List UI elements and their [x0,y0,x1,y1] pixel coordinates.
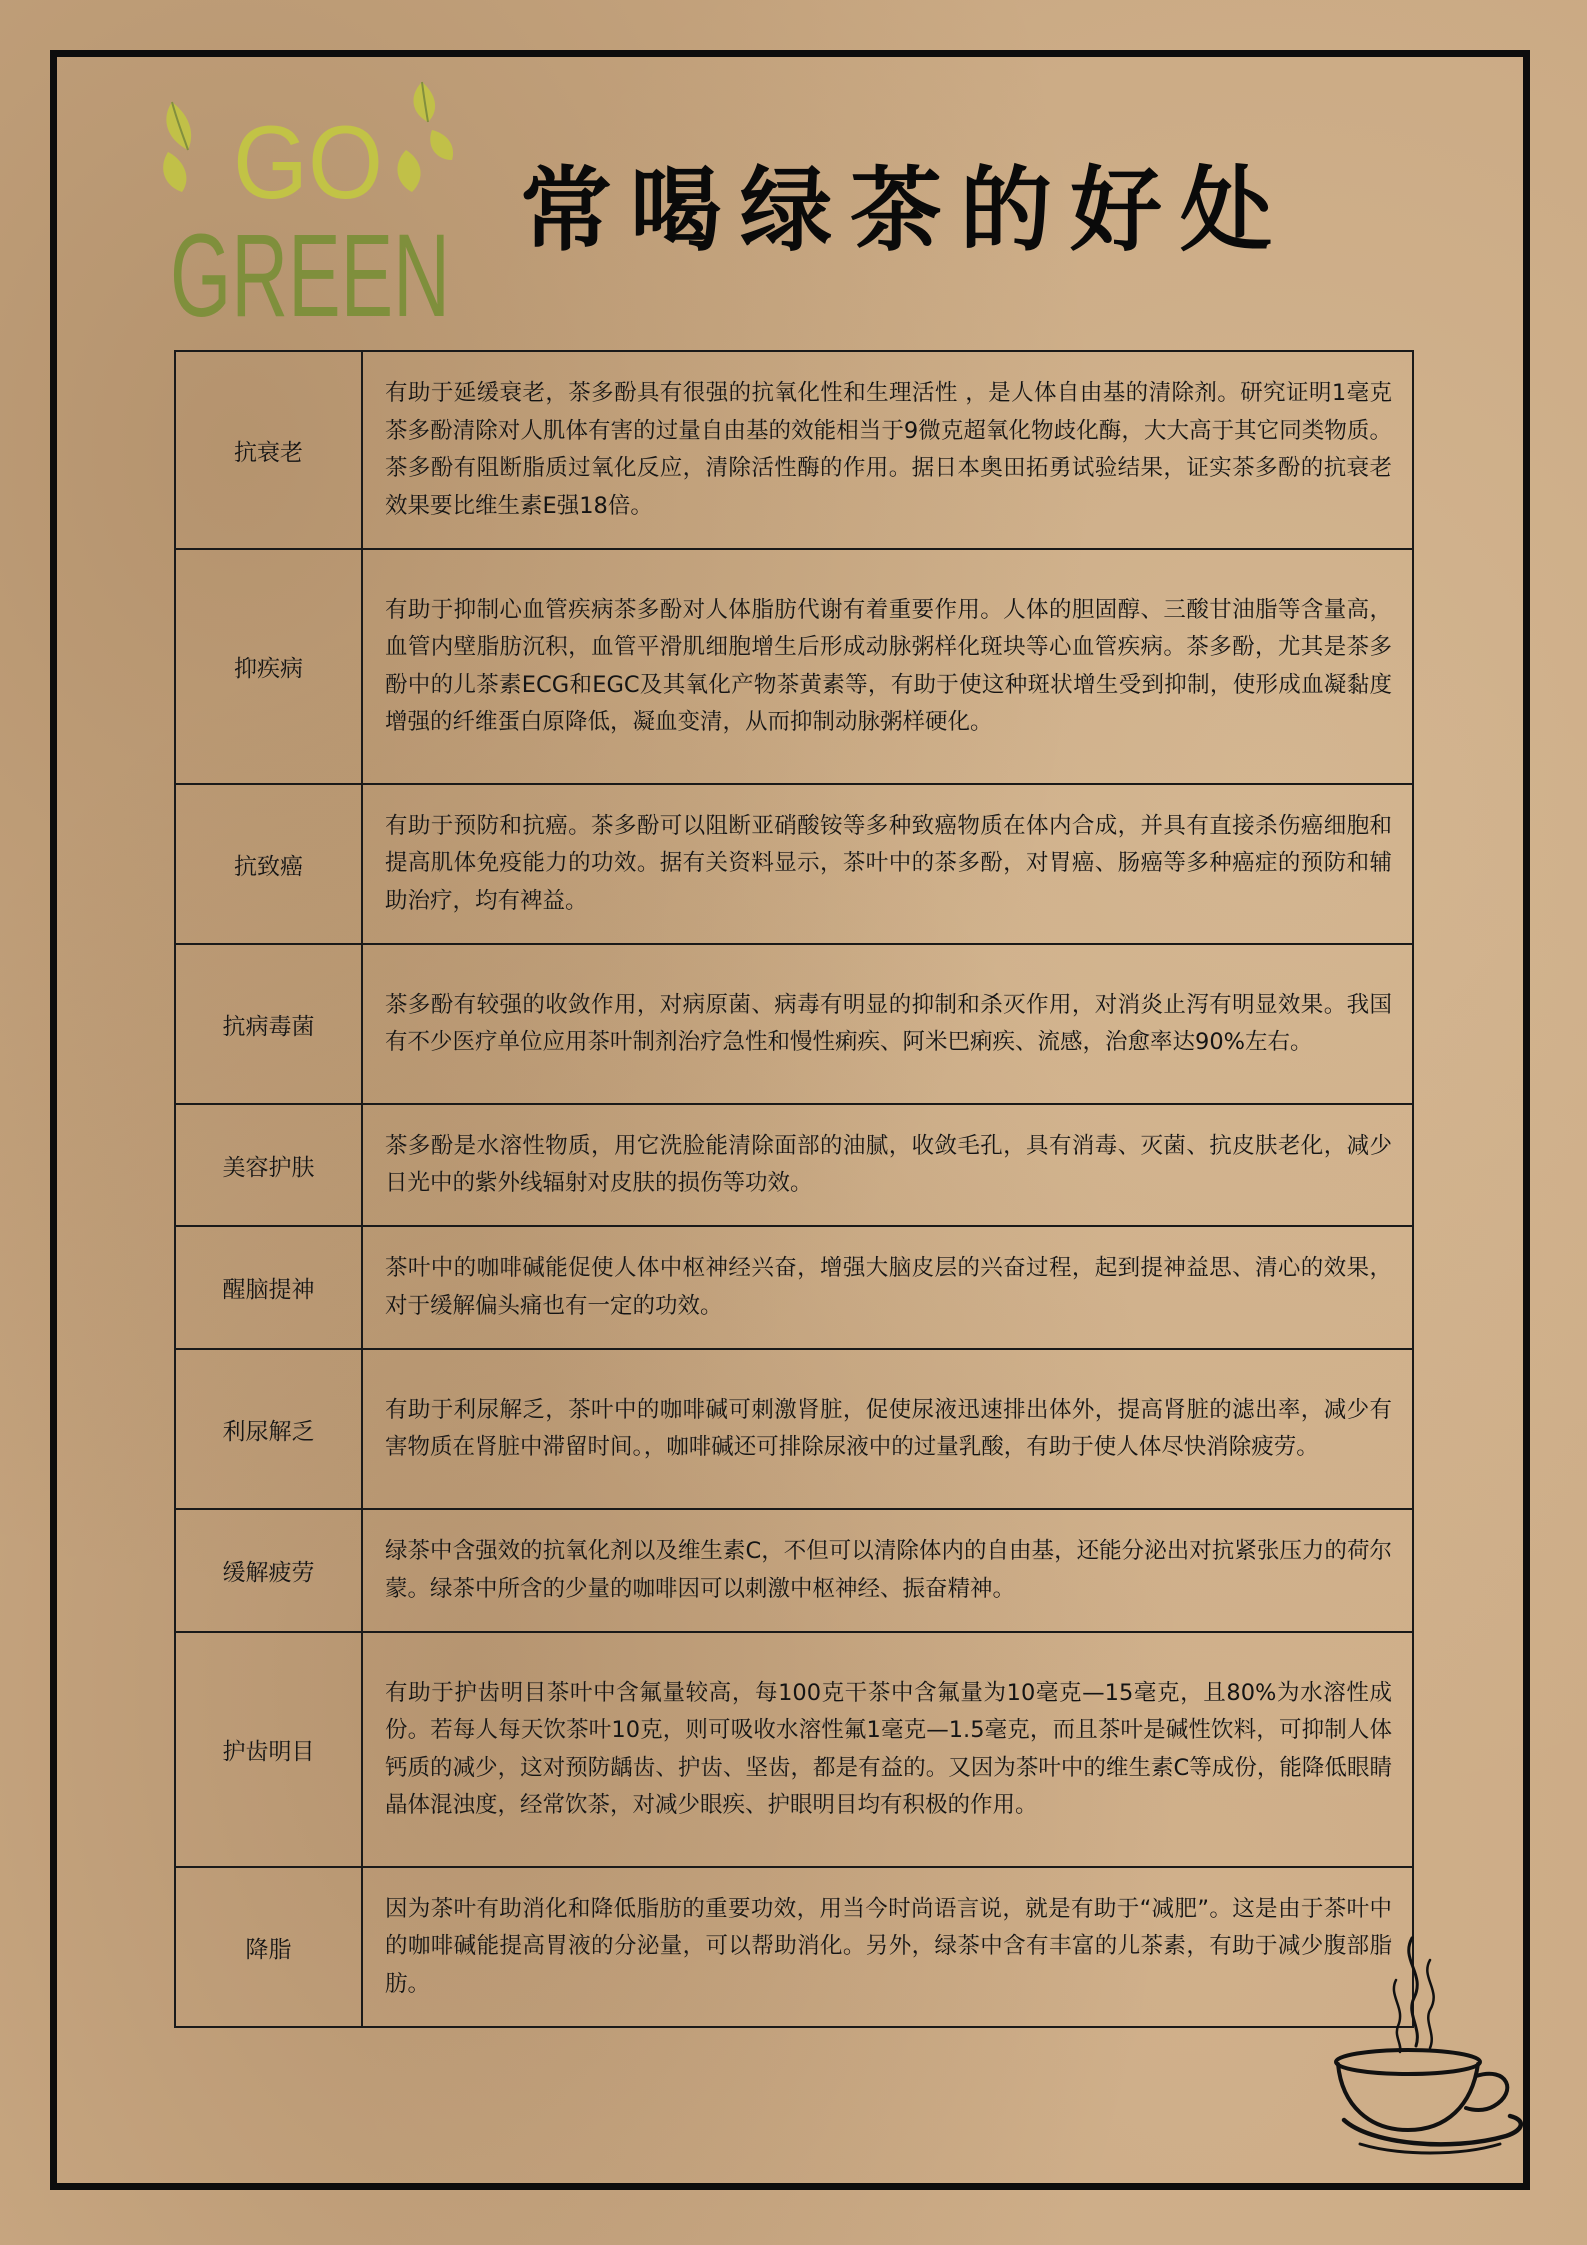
table-row [175,944,1413,1104]
benefit-name: 抑疾病 [175,549,362,784]
steaming-cup-icon [1330,1930,1530,2160]
table-row [175,549,1413,784]
benefit-description: 有助于抑制心血管疾病茶多酚对人体脂肪代谢有着重要作用。人体的胆固醇、三酸甘油脂等含量高，血管内壁脂肪沉积，血管平滑肌细胞增生后形成动脉粥样化斑块等心血管疾病。茶多酚，尤其是茶多酚中的儿茶素ECG和EGC及其氧化产物茶黄素等，有助于使这种斑状增生受到抑制，使形成血凝黏度增强的纤维蛋白原降低，凝血变清，从而抑制动脉粥样硬化。 [362,549,1413,784]
table-row [175,1104,1413,1226]
benefit-description: 茶多酚是水溶性物质，用它洗脸能清除面部的油腻，收敛毛孔，具有消毒、灭菌、抗皮肤老化，减少日光中的紫外线辐射对皮肤的损伤等功效。 [362,1104,1413,1226]
benefit-description: 茶多酚有较强的收敛作用，对病原菌、病毒有明显的抑制和杀灭作用，对消炎止泻有明显效果。我国有不少医疗单位应用茶叶制剂治疗急性和慢性痢疾、阿米巴痢疾、流感，治愈率达90%左右。 [362,944,1413,1104]
table-row [175,1509,1413,1632]
logo-green-text: GREEN [170,210,450,342]
benefit-name: 降脂 [175,1867,362,2027]
table-row [175,784,1413,944]
benefit-description: 有助于利尿解乏，茶叶中的咖啡碱可刺激肾脏，促使尿液迅速排出体外，提高肾脏的滤出率，减少有害物质在肾脏中滞留时间。，咖啡碱还可排除尿液中的过量乳酸，有助于使人体尽快消除疲劳。 [362,1349,1413,1509]
benefit-name: 抗致癌 [175,784,362,944]
benefit-description: 有助于护齿明目茶叶中含氟量较高，每100克干茶中含氟量为10毫克—15毫克，且80%为水溶性成份。若每人每天饮茶叶10克，则可吸收水溶性氟1毫克—1.5毫克，而且茶叶是碱性饮料，可抑制人体钙质的减少，这对预防龋齿、护齿、坚齿，都是有益的。又因为茶叶中的维生素C等成份，能降低眼睛晶体混浊度，经常饮茶，对减少眼疾、护眼明目均有积极的作用。 [362,1632,1413,1867]
benefit-name: 利尿解乏 [175,1349,362,1509]
benefit-name: 醒脑提神 [175,1226,362,1349]
benefit-name: 抗病毒菌 [175,944,362,1104]
go-green-logo [160,80,460,350]
benefit-description: 茶叶中的咖啡碱能促使人体中枢神经兴奋，增强大脑皮层的兴奋过程，起到提神益思、清心的效果，对于缓解偏头痛也有一定的功效。 [362,1226,1413,1349]
benefit-description: 有助于延缓衰老，茶多酚具有很强的抗氧化性和生理活性 ，是人体自由基的清除剂。研究证明1毫克茶多酚清除对人肌体有害的过量自由基的效能相当于9微克超氧化物歧化酶，大大高于其它同类物质。茶多酚有阻断脂质过氧化反应，清除活性酶的作用。据日本奥田拓勇试验结果，证实茶多酚的抗衰老效果要比维生素E强18倍。 [362,351,1413,549]
table-row [175,1349,1413,1509]
benefit-name: 美容护肤 [175,1104,362,1226]
table-row [175,1867,1413,2027]
table-row [175,1226,1413,1349]
logo-go-text: GO [233,105,383,221]
benefits-table [174,350,1414,2028]
benefit-name: 抗衰老 [175,351,362,549]
table-row [175,351,1413,549]
page-title: 常喝绿茶的好处 [520,156,1291,264]
benefit-description: 因为茶叶有助消化和降低脂肪的重要功效，用当今时尚语言说，就是有助于“减肥”。这是由于茶叶中的咖啡碱能提高胃液的分泌量，可以帮助消化。另外，绿茶中含有丰富的儿茶素，有助于减少腹部脂肪。 [362,1867,1413,2027]
benefit-name: 缓解疲劳 [175,1509,362,1632]
benefit-name: 护齿明目 [175,1632,362,1867]
table-row [175,1632,1413,1867]
benefit-description: 有助于预防和抗癌。茶多酚可以阻断亚硝酸铵等多种致癌物质在体内合成，并具有直接杀伤癌细胞和提高肌体免疫能力的功效。据有关资料显示，茶叶中的茶多酚，对胃癌、肠癌等多种癌症的预防和辅助治疗，均有裨益。 [362,784,1413,944]
benefit-description: 绿茶中含强效的抗氧化剂以及维生素C，不但可以清除体内的自由基，还能分泌出对抗紧张压力的荷尔蒙。绿茶中所含的少量的咖啡因可以刺激中枢神经、振奋精神。 [362,1509,1413,1632]
